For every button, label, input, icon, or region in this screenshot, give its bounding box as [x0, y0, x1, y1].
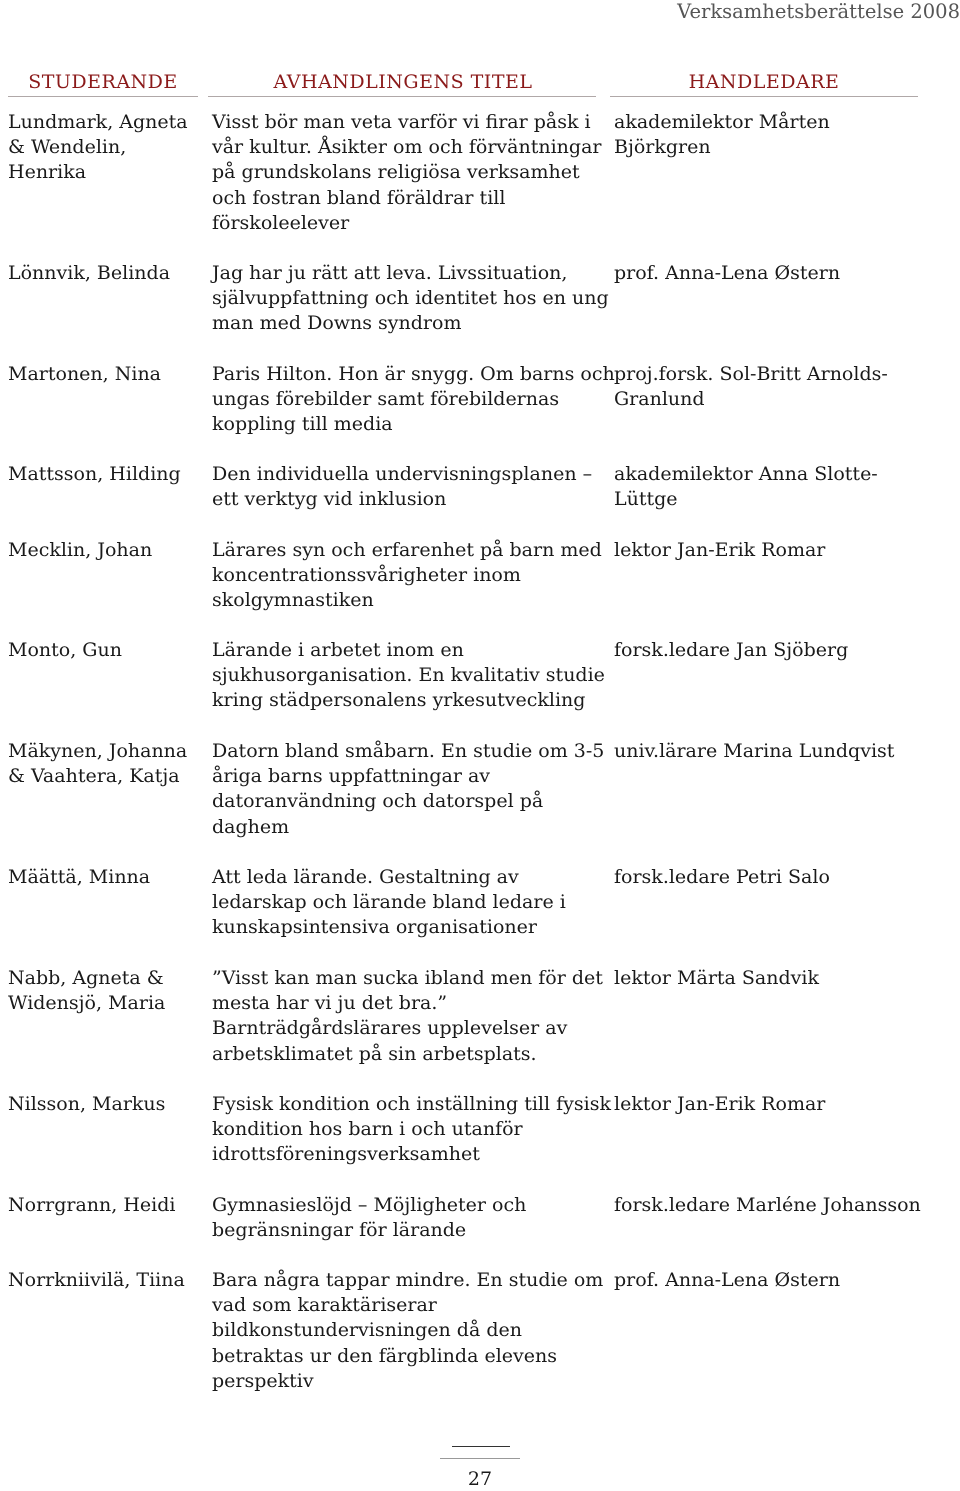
- title-cell-line: betraktas ur den färgblinda elevens: [212, 1344, 557, 1367]
- student-cell-line: Monto, Gun: [8, 639, 122, 661]
- advisor-cell: [614, 261, 960, 286]
- student-cell: [8, 362, 198, 387]
- title-cell-line: kring städpersonalens yrkesutveckling: [212, 689, 586, 712]
- student-cell-line: Nabb, Agneta &: [8, 967, 164, 989]
- title-cell-line: arbetsklimatet på sin arbetsplats.: [212, 1042, 537, 1065]
- title-cell: [212, 462, 600, 512]
- student-cell: [8, 261, 198, 286]
- student-cell-line: Mecklin, Johan: [8, 539, 153, 561]
- title-cell: [212, 966, 603, 1067]
- title-cell-line: idrottsföreningsverksamhet: [212, 1143, 480, 1166]
- title-cell-line: Den individuella undervisningsplanen –: [212, 463, 593, 485]
- title-cell-line: datoranvändning och datorspel på: [212, 790, 544, 813]
- title-cell: [212, 538, 600, 614]
- advisor-cell-line: proj.forsk. Sol-Britt Arnolds-: [614, 363, 888, 385]
- title-cell-line: Paris Hilton. Hon är snygg. Om barns och: [212, 363, 615, 385]
- student-cell: [8, 638, 198, 663]
- advisor-cell: [614, 865, 960, 890]
- student-cell: [8, 1268, 198, 1293]
- student-cell-line: Widensjö, Maria: [8, 992, 166, 1015]
- title-cell-line: åriga barns uppfattningar av: [212, 765, 491, 788]
- advisor-cell-line: forsk.ledare Marléne Johansson: [614, 1194, 921, 1216]
- title-cell-line: Fysisk kondition och inställning till fysisk: [212, 1093, 611, 1115]
- advisor-cell: [614, 110, 960, 160]
- title-cell-line: kunskapsintensiva organisationer: [212, 916, 537, 939]
- title-cell-line: daghem: [212, 815, 290, 838]
- title-cell-line: Att leda lärande. Gestaltning av: [212, 866, 519, 888]
- title-cell: [212, 110, 600, 236]
- title-cell-line: Lärares syn och erfarenhet på barn med: [212, 539, 602, 561]
- advisor-cell-line: akademilektor Anna Slotte-: [614, 463, 878, 485]
- advisor-cell: [614, 538, 960, 563]
- advisor-cell-line: forsk.ledare Petri Salo: [614, 866, 830, 888]
- advisor-cell-line: prof. Anna-Lena Østern: [614, 1269, 841, 1291]
- student-cell-line: Martonen, Nina: [8, 363, 162, 385]
- student-cell-line: Lönnvik, Belinda: [8, 262, 171, 284]
- title-cell-line: ett verktyg vid inklusion: [212, 488, 447, 511]
- advisor-cell: [614, 462, 960, 512]
- title-cell-line: på grundskolans religiösa verksamhet: [212, 161, 580, 184]
- student-cell: [8, 462, 198, 487]
- student-cell-line: Määttä, Minna: [8, 866, 151, 888]
- title-cell-line: ledarskap och lärande bland ledare i: [212, 891, 566, 914]
- title-cell: [212, 865, 600, 941]
- title-cell-line: bildkonstundervisningen då den: [212, 1319, 522, 1342]
- running-header-text: Verksamhetsberättelse 2008: [677, 0, 960, 23]
- column-header-advisor: HANDLEDARE: [688, 71, 840, 93]
- student-cell: [8, 739, 198, 789]
- advisor-cell-line: prof. Anna-Lena Østern: [614, 262, 841, 284]
- title-cell-line: vad som karaktäriserar: [212, 1294, 437, 1317]
- student-cell-line: Norrkniivilä, Tiina: [8, 1269, 185, 1291]
- student-cell-line: & Wendelin,: [8, 136, 127, 159]
- title-cell-line: perspektiv: [212, 1369, 314, 1392]
- advisor-cell-line: Björkgren: [614, 136, 711, 159]
- student-cell: [8, 538, 198, 563]
- title-cell-line: vår kultur. Åsikter om och förväntningar: [212, 136, 602, 159]
- advisor-cell: [614, 1268, 960, 1293]
- column-rule-student: [8, 96, 198, 97]
- title-cell-line: Lärande i arbetet inom en: [212, 639, 464, 661]
- title-cell: [212, 1268, 604, 1394]
- title-cell: [212, 1193, 600, 1243]
- title-cell-line: Datorn bland småbarn. En studie om 3-5: [212, 740, 605, 762]
- student-cell: [8, 1193, 198, 1218]
- advisor-cell: [614, 362, 960, 412]
- title-cell-line: ungas förebilder samt förebildernas: [212, 388, 560, 411]
- column-header-student: STUDERANDE: [28, 71, 178, 93]
- student-cell-line: Norrgrann, Heidi: [8, 1194, 176, 1216]
- title-cell-line: förskoleelever: [212, 211, 350, 234]
- student-cell: [8, 865, 198, 890]
- title-cell-line: självuppfattning och identitet hos en ung: [212, 287, 609, 310]
- advisor-cell: [614, 1092, 960, 1117]
- advisor-cell-line: lektor Märta Sandvik: [614, 967, 819, 989]
- student-cell: [8, 110, 198, 186]
- advisor-cell: [614, 638, 960, 663]
- student-cell-line: Mattsson, Hilding: [8, 463, 181, 485]
- student-cell-line: & Vaahtera, Katja: [8, 765, 180, 788]
- title-cell-line: och fostran bland föräldrar till: [212, 186, 506, 209]
- footer-rule: [452, 1446, 510, 1447]
- running-header: [0, 0, 960, 24]
- title-cell-line: man med Downs syndrom: [212, 312, 462, 335]
- advisor-cell-line: univ.lärare Marina Lundqvist: [614, 740, 895, 762]
- page-number: 27: [467, 1468, 493, 1490]
- student-cell-line: Henrika: [8, 161, 87, 184]
- title-cell: [212, 261, 609, 337]
- title-cell-line: sjukhusorganisation. En kvalitativ studie: [212, 664, 605, 687]
- advisor-cell: [614, 739, 960, 764]
- advisor-cell-line: akademilektor Mårten: [614, 111, 830, 133]
- title-cell-line: mesta har vi ju det bra.”: [212, 992, 448, 1015]
- advisor-cell: [614, 966, 960, 991]
- column-rule-advisor: [610, 96, 918, 97]
- title-cell-line: skolgymnastiken: [212, 589, 374, 612]
- title-cell-line: koppling till media: [212, 413, 393, 436]
- title-cell-line: Visst bör man veta varför vi firar påsk i: [212, 111, 591, 133]
- footer-rule-lower: [440, 1458, 520, 1459]
- title-cell-line: Jag har ju rätt att leva. Livssituation,: [212, 262, 568, 284]
- title-cell-line: Bara några tappar mindre. En studie om: [212, 1269, 604, 1291]
- student-cell-line: Mäkynen, Johanna: [8, 740, 188, 762]
- advisor-cell-line: lektor Jan-Erik Romar: [614, 539, 826, 561]
- advisor-cell-line: Lüttge: [614, 488, 678, 511]
- advisor-cell-line: forsk.ledare Jan Sjöberg: [614, 639, 849, 661]
- student-cell: [8, 1092, 198, 1117]
- advisor-cell-line: lektor Jan-Erik Romar: [614, 1093, 826, 1115]
- title-cell: [212, 1092, 611, 1168]
- title-cell-line: Gymnasieslöjd – Möjligheter och: [212, 1194, 527, 1216]
- title-cell: [212, 638, 605, 714]
- advisor-cell: [614, 1193, 960, 1218]
- column-header-title: AVHANDLINGENS TITEL: [273, 71, 533, 93]
- title-cell-line: begränsningar för lärande: [212, 1219, 467, 1242]
- advisor-cell-line: Granlund: [614, 388, 705, 411]
- title-cell-line: koncentrationssvårigheter inom: [212, 564, 521, 587]
- title-cell-line: Barnträdgårdslärares upplevelser av: [212, 1017, 568, 1040]
- title-cell-line: ”Visst kan man sucka ibland men för det: [212, 967, 603, 989]
- column-rule-title: [208, 96, 596, 97]
- student-cell-line: Lundmark, Agneta: [8, 111, 188, 133]
- title-cell: [212, 739, 605, 840]
- student-cell-line: Nilsson, Markus: [8, 1093, 166, 1115]
- title-cell-line: kondition hos barn i och utanför: [212, 1118, 523, 1141]
- title-cell: [212, 362, 615, 438]
- student-cell: [8, 966, 198, 1016]
